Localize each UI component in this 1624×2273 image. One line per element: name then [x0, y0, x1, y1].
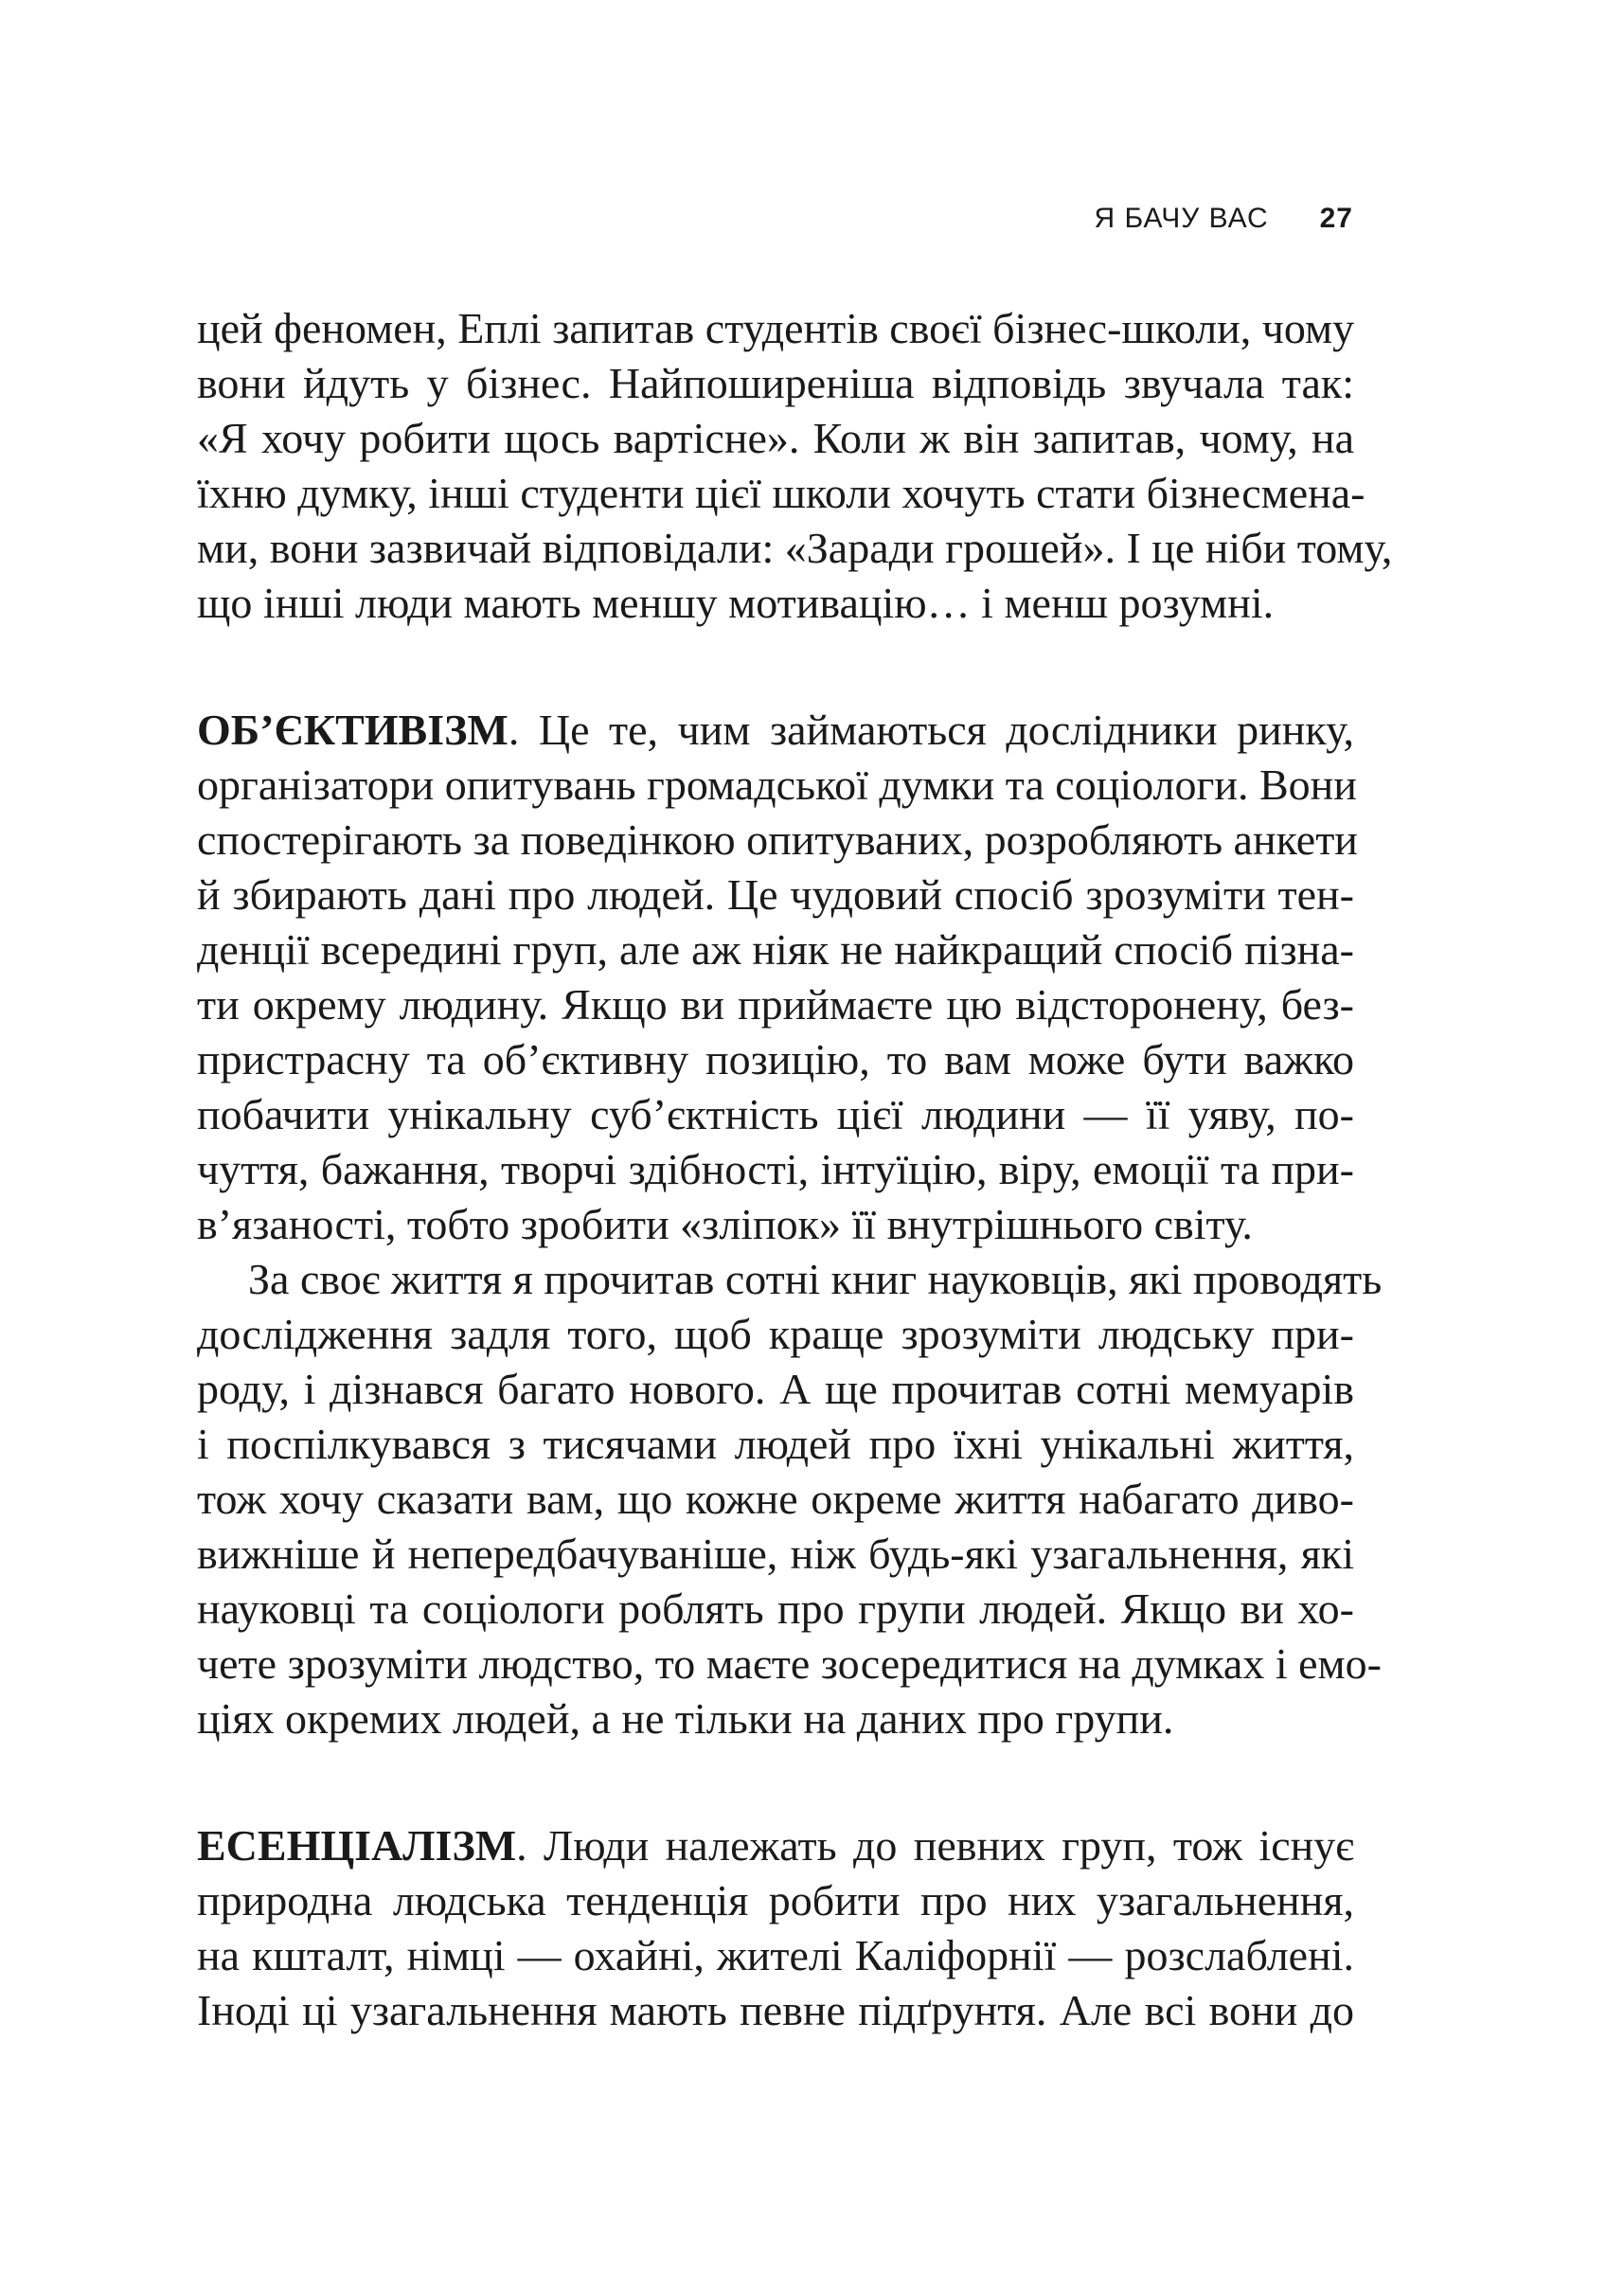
text-line: побачити унікальну суб’єктність цієї людини — її уяву, по-	[197, 1090, 1354, 1138]
text-line: в’язаності, тобто зробити «зліпок» її внутрішнього світу.	[197, 1200, 1253, 1248]
running-head	[1095, 203, 1354, 235]
text-line: денції всередині груп, але аж ніяк не найкращий спосіб пізна-	[197, 925, 1354, 974]
section-spacer	[197, 631, 1354, 703]
text-line: що інші люди мають меншу мотивацію… і менш розумні.	[197, 579, 1275, 627]
paragraph-continuation	[197, 301, 1393, 631]
text-line: спостерігають за поведінкою опитуваних, розробляють анкети	[197, 815, 1358, 864]
text-line: цей феномен, Еплі запитав студентів своєї бізнес-школи, чому	[197, 304, 1355, 352]
text-line: науковці та соціологи роблять про групи людей. Якщо ви хо-	[197, 1584, 1354, 1633]
text-line	[197, 703, 1354, 758]
text-line: чуття, бажання, творчі здібності, інтуїцію, віру, емоції та при-	[197, 1145, 1354, 1193]
text-line: ти окрему людину. Якщо ви приймаєте цю відсторонену, без-	[197, 980, 1354, 1029]
text-line: тож хочу сказати вам, що кожне окреме життя набагато диво-	[197, 1475, 1354, 1523]
text-line: Іноді ці узагальнення мають певне підґрунтя. Але всі вони до	[197, 1986, 1354, 2034]
term-first-line-text: . Це те, чим займаються дослідники ринку,	[508, 706, 1354, 754]
page-number: 27	[1319, 203, 1353, 234]
text-line: ми, вони зазвичай відповідали: «Заради грошей». І це ніби тому,	[197, 524, 1393, 572]
term-heading-essentialism: ЕСЕНЦІАЛІЗМ	[197, 1821, 517, 1870]
text-line: й збирають дані про людей. Це чудовий спосіб зрозуміти тен-	[197, 870, 1354, 919]
text-line: роду, і дізнався багато нового. А ще прочитав сотні мемуарів	[197, 1365, 1354, 1413]
text-line: пристрасну та об’єктивну позицію, то вам може бути важко	[197, 1035, 1354, 1083]
text-line: дослідження задля того, щоб краще зрозуміти людську при-	[197, 1310, 1354, 1358]
term-first-line-text: . Люди належать до певних груп, тож існує	[516, 1821, 1354, 1870]
paragraph-body	[197, 1252, 1383, 1746]
paragraph-essentialism	[197, 1818, 1354, 2038]
paragraph-objectivism	[197, 703, 1358, 1252]
text-line: і поспілкувався з тисячами людей про їхні унікальні життя,	[197, 1420, 1354, 1468]
text-line: «Я хочу робити щось вартісне». Коли ж він запитав, чому, на	[197, 414, 1354, 462]
term-heading-objectivism: ОБ’ЄКТИВІЗМ	[197, 706, 509, 754]
text-line: За своє життя я прочитав сотні книг науковців, які проводять	[248, 1255, 1383, 1303]
running-head-title: Я БАЧУ ВАС	[1094, 203, 1269, 234]
text-line	[197, 1818, 1354, 1873]
text-line: організатори опитувань громадської думки та соціологи. Вони	[197, 761, 1357, 809]
section-spacer	[197, 1746, 1354, 1818]
body-text	[197, 301, 1393, 2038]
text-line: вижніше й непередбачуваніше, ніж будь-які узагальнення, які	[197, 1530, 1354, 1578]
text-line: на кшталт, німці — охайні, жителі Каліфорнії — розслаблені.	[197, 1931, 1354, 1979]
text-line: природна людська тенденція робити про них узагальнення,	[197, 1876, 1354, 1924]
text-line: ціях окремих людей, а не тільки на даних про групи.	[197, 1694, 1174, 1743]
text-line: вони йдуть у бізнес. Найпоширеніша відповідь звучала так:	[197, 359, 1354, 407]
text-line: чете зрозуміти людство, то маєте зосередитися на думках і емо-	[197, 1639, 1382, 1688]
text-line: їхню думку, інші студенти цієї школи хочуть стати бізнесмена-	[197, 469, 1365, 517]
